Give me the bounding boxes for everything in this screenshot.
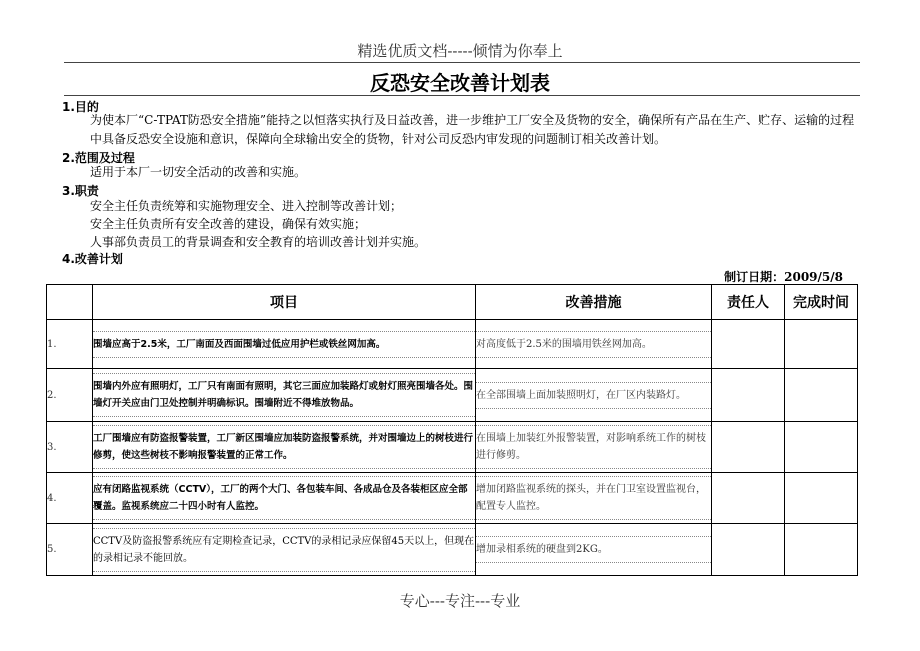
row-no: 5. xyxy=(47,524,93,576)
header-person: 责任人 xyxy=(712,285,785,320)
row-person xyxy=(712,473,785,524)
section-heading-purpose: 1.目的 xyxy=(62,100,99,114)
section-scope-text: 适用于本厂一切安全活动的改善和实施。 xyxy=(90,165,307,179)
header-item: 项目 xyxy=(93,285,476,320)
row-person xyxy=(712,320,785,369)
row-no: 1. xyxy=(47,320,93,369)
row-measure: 增加录相系统的硬盘到2KG。 xyxy=(476,536,711,563)
document-title: 反恐安全改善计划表 xyxy=(370,71,550,95)
row-time xyxy=(785,422,858,473)
header-measure: 改善措施 xyxy=(476,285,712,320)
row-time xyxy=(785,473,858,524)
row-item: CCTV及防盗报警系统应有定期检查记录，CCTV的录相记录应保留45天以上，但现在的录相记录不能回放。 xyxy=(93,528,475,572)
header-divider xyxy=(64,62,860,63)
row-person xyxy=(712,422,785,473)
section-heading-plan: 4.改善计划 xyxy=(62,252,123,266)
page-footer: 专心---专注---专业 xyxy=(399,592,521,610)
row-no: 2. xyxy=(47,369,93,422)
table-row xyxy=(47,422,858,473)
section-duties-line-3: 人事部负责员工的背景调查和安全教育的培训改善计划并实施。 xyxy=(90,235,427,249)
header-no xyxy=(47,285,93,320)
row-no: 4. xyxy=(47,473,93,524)
table-row xyxy=(47,320,858,369)
row-measure: 增加闭路监视系统的探头，并在门卫室设置监视台，配置专人监控。 xyxy=(476,476,711,520)
table-row xyxy=(47,369,858,422)
row-item: 围墙应高于2.5米，工厂南面及西面围墙过低应用护栏或铁丝网加高。 xyxy=(93,331,475,358)
row-time xyxy=(785,524,858,576)
page-header: 精选优质文档-----倾情为你奉上 xyxy=(357,42,563,60)
table-row xyxy=(47,473,858,524)
row-person xyxy=(712,524,785,576)
row-item: 工厂围墙应有防盗报警装置，工厂新区围墙应加装防盗报警系统，并对围墙边上的树枝进行修剪，使这些树枝不影响报警装置的正常工作。 xyxy=(93,425,475,469)
section-purpose-text: 为使本厂“C-TPAT防恐安全措施”能持之以恒落实执行及日益改善，进一步维护工厂安全及货物的安全，确保所有产品在生产、贮存、运输的过程中具备反恐安全设施和意识，保障向全球输出安全的货物，针对公司反恐内审发现的问题制订相关改善计划。 xyxy=(90,113,855,146)
issue-date: 制订日期：2009/5/8 xyxy=(724,270,843,284)
table-row xyxy=(47,524,858,576)
header-time: 完成时间 xyxy=(785,285,858,320)
section-duties-line-2: 安全主任负责所有安全改善的建设，确保有效实施； xyxy=(90,217,367,231)
row-item: 围墙内外应有照明灯，工厂只有南面有照明，其它三面应加装路灯或射灯照亮围墙各处。围墙灯开关应由门卫处控制并明确标识。围墙附近不得堆放物品。 xyxy=(93,373,475,417)
row-time xyxy=(785,369,858,422)
section-duties-line-1: 安全主任负责统筹和实施物理安全、进入控制等改善计划； xyxy=(90,199,403,213)
section-heading-scope: 2.范围及过程 xyxy=(62,151,135,165)
improvement-plan-table xyxy=(46,284,858,576)
row-no: 3. xyxy=(47,422,93,473)
title-divider xyxy=(64,95,860,96)
row-measure: 在围墙上加装红外报警装置，对影响系统工作的树枝进行修剪。 xyxy=(476,425,711,469)
row-time xyxy=(785,320,858,369)
row-person xyxy=(712,369,785,422)
row-item: 应有闭路监视系统（CCTV），工厂的两个大门、各包装车间、各成品仓及各装柜区应全部覆盖。监视系统应二十四小时有人监控。 xyxy=(93,476,475,520)
row-measure: 在全部围墙上面加装照明灯，在厂区内装路灯。 xyxy=(476,382,711,409)
table-header-row xyxy=(47,285,858,320)
section-heading-duties: 3.职责 xyxy=(62,184,99,198)
row-measure: 对高度低于2.5米的围墙用铁丝网加高。 xyxy=(476,331,711,358)
